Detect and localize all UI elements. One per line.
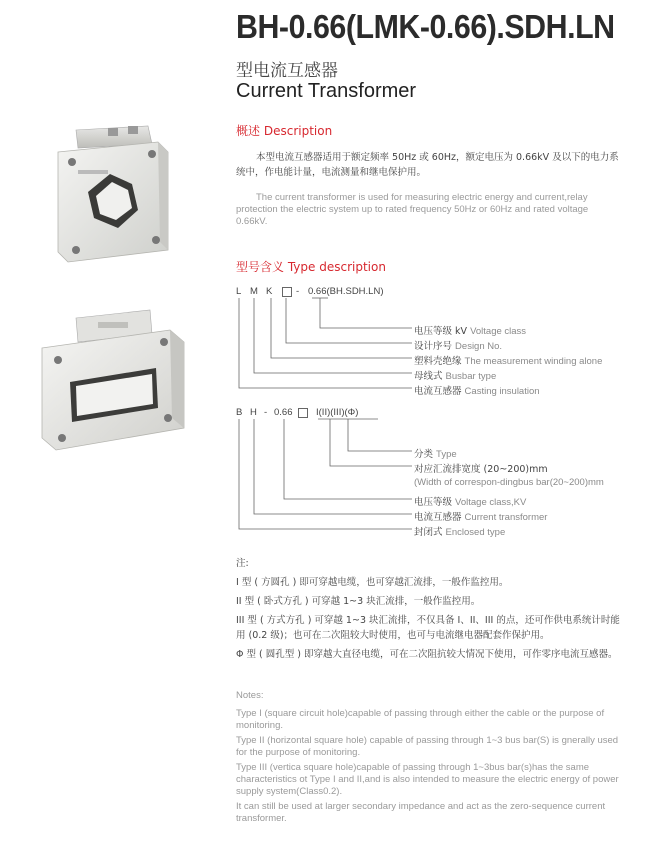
lmk-letter-k: K (266, 286, 273, 297)
notes-en-item-2: Type II (horizontal square hole) capable of passing through 1~3 bus bar(S) is gnerally used for the purpose of monitoring. (236, 735, 619, 758)
notes-en-item-1: Type I (square circuit hole)capable of passing through either the cable or the purpose of monitoring. (236, 708, 605, 731)
type-desc-heading-cn: 型号含义 (236, 260, 285, 274)
lmk-label-voltage: 电压等级 kV Voltage class (414, 326, 527, 337)
bh-label-width-en: (Width of correspon-dingbus bar(20~200)mm (414, 477, 604, 488)
overview-heading-cn: 概述 (236, 124, 261, 138)
bh-label-width-cn: 对应汇流排宽度 (20~200)mm (414, 464, 548, 475)
lmk-dash: - (296, 286, 300, 297)
lmk-label-insulation: 塑料壳绝缘 The measurement winding alone (414, 356, 603, 367)
bh-label-enclosed: 封闭式 Enclosed type (414, 527, 506, 538)
product-photo-rect-ct (38, 308, 188, 458)
lmk-label-ct: 电流互感器 Casting insulation (414, 386, 540, 397)
lmk-letter-m: M (250, 286, 258, 297)
model-title: BH-0.66(LMK-0.66).SDH.LN (236, 8, 615, 45)
type-desc-heading (236, 258, 386, 275)
type-desc-heading-en: Type description (287, 260, 386, 274)
product-photo-square-ct (48, 122, 178, 272)
notes-cn-item-2: II 型 ( 卧式方孔 ) 可穿越 1~3 块汇流排，一般作监控用。 (236, 596, 481, 607)
lmk-box (282, 287, 292, 297)
bh-label-voltage: 电压等级 Voltage class,KV (414, 497, 527, 508)
notes-en-item-4: It can still be used at larger secondary impedance and act as the zero-sequence current transformer. (236, 801, 606, 824)
overview-heading (236, 122, 332, 139)
notes-en-heading: Notes: (236, 690, 264, 701)
overview-text-en: The current transformer is used for measuring electric energy and current,relay protection the electric system up to rated frequency 50Hz or 60Hz and rated voltage 0.66kV. (236, 192, 589, 227)
notes-en (236, 690, 620, 825)
notes-cn-item-4: Φ 型 ( 圆孔型 ) 即穿越大直径电缆，可在二次阻抗较大情况下使用，可作零序电流互感器。 (236, 649, 618, 660)
bh-letter-h: H (250, 407, 257, 418)
bh-voltage: 0.66 (274, 407, 293, 418)
notes-cn-heading: 注: (236, 558, 249, 569)
lmk-suffix: 0.66(BH.SDH.LN) (308, 286, 384, 297)
notes-cn-item-1: I 型 ( 方圆孔 ) 即可穿越电缆，也可穿越汇流排，一般作监控用。 (236, 577, 509, 588)
bh-label-ct: 电流互感器 Current transformer (414, 512, 548, 523)
notes-en-item-3: Type III (vertica square hole)capable of passing through 1~3bus bar(s)has the same characteristics ot Type I and II,and is also intended to measure the electric energy of power supply system(Class0.2). (236, 762, 619, 797)
title-cn: 型电流互感器 (236, 61, 338, 81)
bh-label-type: 分类 Type (414, 449, 457, 460)
lmk-letter-l: L (236, 286, 242, 297)
notes-cn (236, 556, 620, 662)
bh-dash: - (264, 407, 268, 418)
title-en: Current Transformer (236, 80, 417, 102)
overview-heading-en: Description (263, 124, 333, 138)
notes-cn-item-3: III 型 ( 方式方孔 ) 可穿越 1~3 块汇流排，不仅具备 I、II、III 的点，还可作供电系统计时能用 (0.2 级)；也可在二次阻较大时使用，也可与电流继电器配套作保护用。 (236, 615, 620, 641)
bh-box (298, 408, 308, 418)
lmk-label-design: 设计序号 Design No. (414, 341, 503, 352)
bh-suffix: I(II)(III)(Φ) (316, 407, 359, 418)
overview-text-cn: 本型电流互感器适用于额定频率 50Hz 或 60Hz，额定电压为 0.66kV 及以下的电力系统中，作电能计量，电流测量和继电保护用。 (236, 152, 619, 178)
lmk-label-busbar: 母线式 Busbar type (414, 371, 497, 382)
bh-letter-b: B (236, 407, 243, 418)
